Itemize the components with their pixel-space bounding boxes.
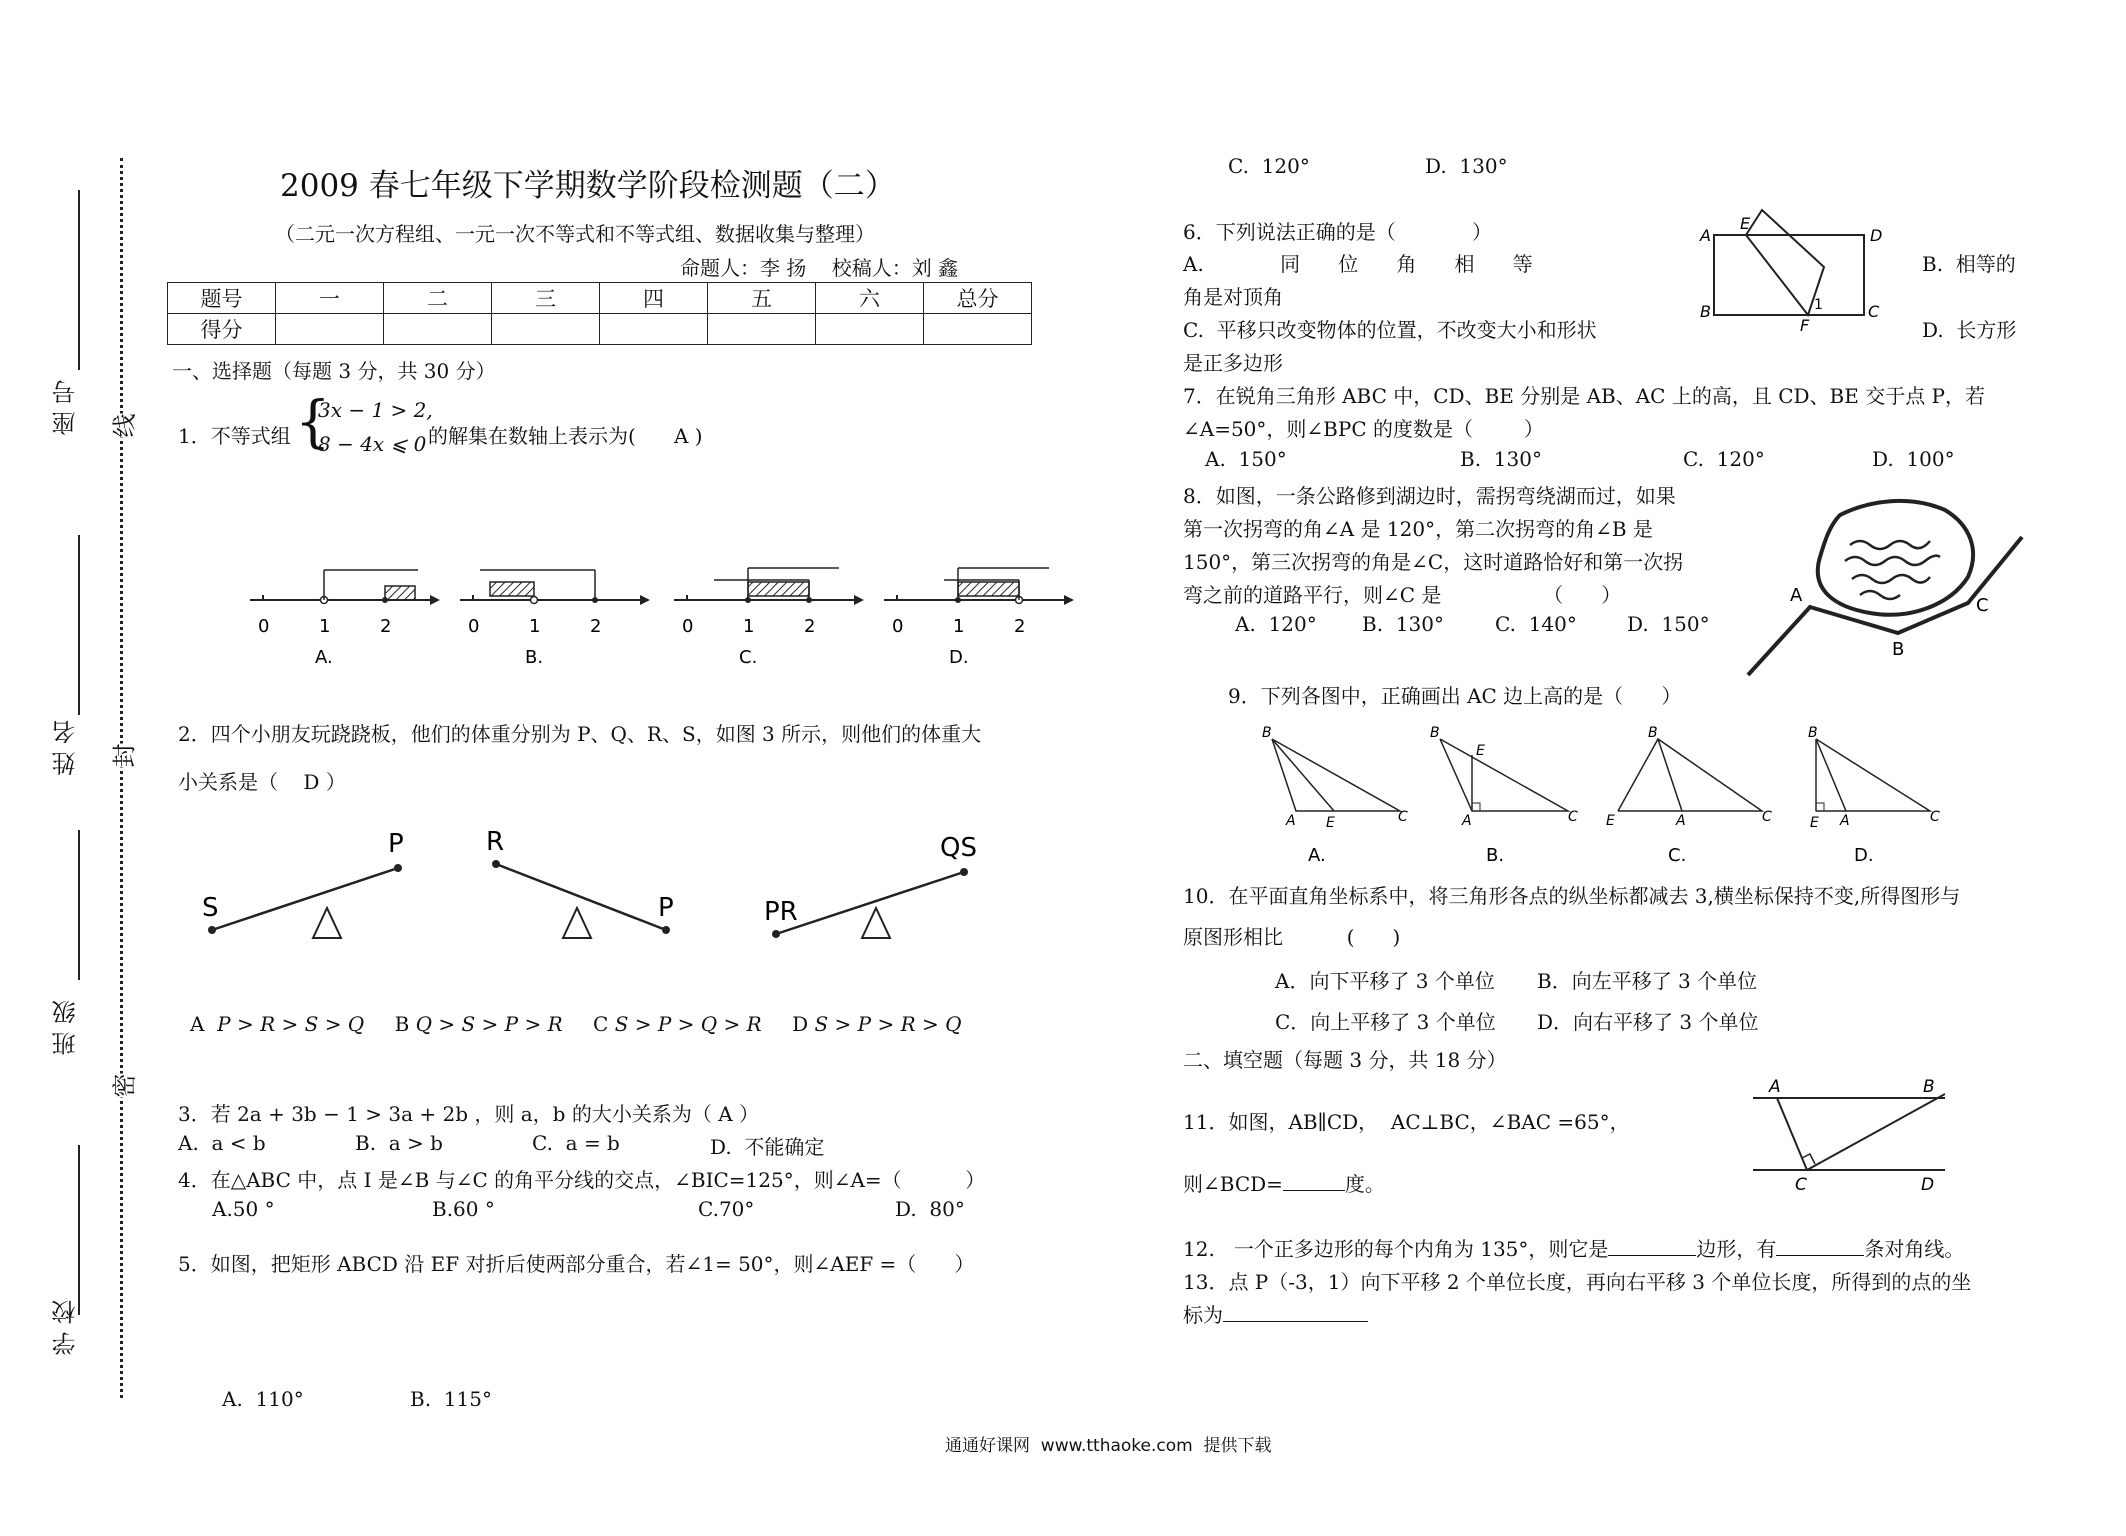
score-cell[interactable] (276, 314, 384, 345)
q6-option-b-cont: 角是对顶角 (1183, 285, 1283, 309)
q2-option-a[interactable] (190, 1012, 364, 1036)
q8-lake-road-figure (1740, 495, 2040, 685)
q10-option-b[interactable]: B．向左平移了 3 个单位 (1537, 969, 1758, 993)
option-label: D. (1854, 845, 1874, 866)
score-header-cell: 总分 (924, 283, 1032, 314)
fig-label: D (1921, 1175, 1935, 1195)
q10-option-d[interactable]: D．向右平移了 3 个单位 (1537, 1010, 1759, 1034)
score-header-cell: 一 (276, 283, 384, 314)
fig-label: A (1700, 226, 1711, 245)
option-expr: S > P > R > Q (814, 1012, 962, 1036)
number-line-tick: 1 (953, 616, 965, 637)
q3-option-b[interactable]: B. a > b (355, 1131, 443, 1155)
score-cell[interactable] (492, 314, 600, 345)
q4-option-c[interactable]: C.70° (698, 1197, 755, 1221)
score-header-cell: 六 (816, 283, 924, 314)
q7-option-a[interactable]: A. 150° (1205, 447, 1287, 471)
seesaw-label: P (658, 893, 674, 923)
q6-option-c[interactable]: C. 平移只改变物体的位置，不改变大小和形状 (1183, 318, 1597, 342)
svg-text:B: B (1262, 725, 1272, 741)
q5-rectangle-fold-figure (1690, 205, 1890, 335)
svg-text:A: A (1286, 813, 1296, 829)
fig-label: C (1976, 595, 1989, 616)
seesaw-label: PR (764, 897, 798, 927)
q6-option-d-cont: 是正多边形 (1183, 351, 1283, 375)
section2-title: 二、填空题（每题 3 分，共 18 分） (1183, 1048, 1507, 1072)
q4-option-d[interactable]: D. 80° (895, 1197, 965, 1221)
q12-prefix: 12. 一个正多边形的每个内角为 135°，则它是 (1183, 1237, 1609, 1261)
fig-label: B (1923, 1078, 1935, 1097)
seesaw-label: R (486, 827, 505, 857)
school-label: 学 校 (52, 1300, 80, 1356)
q5-option-d[interactable]: D. 130° (1425, 154, 1508, 178)
triangle-c (1606, 725, 1772, 866)
option-label: C. (1668, 845, 1687, 866)
seesaw-1 (202, 829, 404, 938)
q12-mid: 边形，有 (1696, 1237, 1777, 1261)
option-letter: C (593, 1012, 609, 1036)
q12-line (1183, 1233, 1964, 1262)
score-cell[interactable] (708, 314, 816, 345)
fig-label: D (1870, 226, 1883, 245)
score-header-cell: 三 (492, 283, 600, 314)
score-cell[interactable] (924, 314, 1032, 345)
q9-triangles-figure (1250, 725, 2000, 875)
q6-option-b[interactable]: B. 相等的 (1922, 252, 2016, 276)
q5-option-a[interactable]: A. 110° (222, 1387, 304, 1411)
number-line-tick: 0 (892, 616, 904, 637)
page-subtitle: （二元一次方程组、一元一次不等式和不等式组、数据收集与整理） (275, 222, 875, 246)
svg-text:B: B (1648, 725, 1658, 741)
q1-brace: { (295, 390, 331, 455)
q4-option-a[interactable]: A.50 ° (212, 1197, 275, 1221)
score-header-cell: 题号 (168, 283, 276, 314)
number-line-label: C. (739, 647, 758, 668)
q2-seesaw-figure (190, 820, 1010, 970)
option-letter: D (792, 1012, 809, 1036)
q8-line3: 150°，第三次拐弯的角是∠C，这时道路恰好和第一次拐 (1183, 550, 1684, 574)
line-char: 线 (105, 414, 140, 438)
option-label: A. (1308, 845, 1326, 866)
svg-text:A: A (1676, 813, 1686, 829)
score-header-cell: 五 (708, 283, 816, 314)
section1-title: 一、选择题（每题 3 分，共 30 分） (172, 359, 496, 383)
number-line-tick: 0 (682, 616, 694, 637)
q8-option-c[interactable]: C. 140° (1495, 612, 1577, 636)
q11-answer-blank[interactable] (1283, 1172, 1345, 1191)
option-label: B. (1486, 845, 1505, 866)
q8-line1: 8．如图，一条公路修到湖边时，需拐弯绕湖而过，如果 (1183, 484, 1676, 508)
q10-line2: 原图形相比 ( ) (1183, 925, 1401, 949)
number-line-tick: 0 (258, 616, 270, 637)
q6-option-d[interactable]: D. 长方形 (1922, 318, 2017, 342)
q7-option-b[interactable]: B. 130° (1460, 447, 1542, 471)
class-line (78, 830, 80, 980)
seesaw-label: S (202, 893, 219, 923)
dotted-cut-line (120, 158, 123, 1398)
name-line (78, 535, 80, 715)
svg-text:C: C (1930, 809, 1940, 825)
q1-number-lines (240, 560, 1080, 680)
q10-option-c[interactable]: C．向上平移了 3 个单位 (1275, 1010, 1496, 1034)
fig-label: A (1790, 585, 1803, 606)
q1-prefix: 1．不等式组 (178, 424, 291, 448)
q7-line2: ∠A=50°，则∠BPC 的度数是（ ） (1183, 417, 1544, 441)
option-letter: B (394, 1012, 410, 1036)
q11-line2 (1183, 1168, 1385, 1197)
number-line-c (674, 568, 864, 668)
q10-line1: 10．在平面直角坐标系中，将三角形各点的纵坐标都减去 3,横坐标保持不变,所得图形与 (1183, 884, 1961, 908)
seesaw-label: P (388, 829, 404, 859)
q8-option-d[interactable]: D. 150° (1627, 612, 1710, 636)
page-title: 2009 春七年级下学期数学阶段检测题（二） (280, 168, 896, 204)
number-line-tick: 2 (1014, 616, 1026, 637)
q8-line2: 第一次拐弯的角∠A 是 120°，第二次拐弯的角∠B 是 (1183, 517, 1653, 541)
svg-text:C: C (1762, 809, 1772, 825)
q1-line1: 3x − 1 > 2, (318, 398, 433, 422)
q3-stem: 3．若 2a + 3b − 1 > 3a + 2b ，则 a，b 的大小关系为（ A ） (178, 1102, 760, 1126)
q2-line1: 2．四个小朋友玩跷跷板，他们的体重分别为 P、Q、R、S，如图 3 所示，则他们的体重大 (178, 722, 982, 746)
score-table (167, 282, 1032, 345)
triangle-b (1430, 725, 1578, 866)
q2-options (190, 1012, 962, 1036)
q7-option-d[interactable]: D. 100° (1872, 447, 1955, 471)
q10-option-a[interactable]: A．向下平移了 3 个单位 (1275, 969, 1495, 993)
q11-line1: 11．如图，AB∥CD， AC⊥BC，∠BAC =65°， (1183, 1110, 1630, 1134)
svg-text:B: B (1808, 725, 1818, 741)
number-line-d (884, 568, 1074, 668)
q11-suffix: 度。 (1344, 1172, 1385, 1196)
fig-label: C (1795, 1175, 1807, 1195)
number-line-label: B. (525, 647, 544, 668)
number-line-tick: 1 (319, 616, 331, 637)
svg-text:A: A (1840, 813, 1850, 829)
q8-option-a[interactable]: A. 120° (1235, 612, 1317, 636)
fig-label: B (1892, 639, 1905, 660)
svg-text:E: E (1326, 815, 1335, 831)
q11-parallel-lines-figure (1745, 1078, 1970, 1198)
q5-option-b[interactable]: B. 115° (410, 1387, 492, 1411)
number-line-tick: 2 (804, 616, 816, 637)
q12-sides-blank[interactable] (1608, 1237, 1696, 1256)
secret-char: 密 (105, 1074, 140, 1098)
school-line (78, 1145, 80, 1315)
q3-option-d[interactable]: D. 不能确定 (710, 1135, 825, 1159)
score-header-cell: 四 (600, 283, 708, 314)
q3-option-a[interactable]: A. a < b (178, 1131, 266, 1155)
score-header-cell: 二 (384, 283, 492, 314)
q9-stem: 9．下列各图中，正确画出 AC 边上高的是（ ） (1228, 684, 1682, 708)
score-cell[interactable] (384, 314, 492, 345)
score-value-row (168, 314, 1032, 345)
svg-text:E: E (1810, 815, 1819, 831)
option-expr: S > P > Q > R (614, 1012, 762, 1036)
seesaw-3 (764, 833, 977, 938)
svg-text:E: E (1476, 743, 1485, 759)
q8-option-b[interactable]: B. 130° (1362, 612, 1444, 636)
q6-stem: 6．下列说法正确的是（ ） (1183, 220, 1493, 244)
number-line-label: D. (949, 647, 969, 668)
seat-line (78, 190, 80, 370)
q5-stem: 5．如图，把矩形 ABCD 沿 EF 对折后使两部分重合，若∠1= 50°，则∠AEF =（ ） (178, 1252, 975, 1276)
q13-answer-blank[interactable] (1223, 1303, 1368, 1322)
number-line-tick: 0 (468, 616, 480, 637)
number-line-tick: 1 (529, 616, 541, 637)
number-line-tick: 1 (743, 616, 755, 637)
seesaw-2 (486, 827, 674, 938)
number-line-b (460, 570, 650, 668)
svg-text:C: C (1568, 809, 1578, 825)
fig-label: F (1800, 316, 1810, 335)
q13-line2 (1183, 1299, 1368, 1328)
q2-option-b[interactable] (395, 1012, 563, 1036)
q1-line2: 8 − 4x ⩽ 0 (318, 432, 427, 456)
fig-label: C (1868, 302, 1880, 321)
triangle-a (1262, 725, 1408, 866)
q2-option-d[interactable] (792, 1012, 961, 1036)
q8-line4: 弯之前的道路平行，则∠C 是 （ ） (1183, 583, 1622, 607)
q2-option-c[interactable] (593, 1012, 762, 1036)
score-cell[interactable] (600, 314, 708, 345)
score-header-row (168, 283, 1032, 314)
svg-text:E: E (1606, 813, 1615, 829)
svg-text:C: C (1398, 809, 1408, 825)
seat-label: 座 号 (52, 380, 80, 436)
fig-label: A (1769, 1078, 1781, 1097)
fig-label: 1 (1814, 297, 1823, 313)
number-line-tick: 2 (380, 616, 392, 637)
option-expr: P > R > S > Q (217, 1012, 365, 1036)
q3-option-c[interactable]: C. a = b (532, 1131, 620, 1155)
option-expr: Q > S > P > R (415, 1012, 563, 1036)
q12-suffix: 条对角线。 (1864, 1237, 1965, 1261)
score-row-label: 得分 (168, 314, 276, 345)
number-line-label: A. (315, 647, 333, 668)
q13-prefix: 标为 (1183, 1303, 1223, 1327)
footer-source: 通通好课网 www.tthaoke.com 提供下载 (945, 1436, 1272, 1456)
svg-text:B: B (1430, 725, 1440, 741)
q4-option-b[interactable]: B.60 ° (432, 1197, 495, 1221)
q2-line2: 小关系是（ D ） (178, 770, 346, 794)
class-label: 班 级 (52, 1000, 80, 1056)
name-label: 姓 名 (52, 720, 80, 776)
q6-option-a[interactable]: A. 同 位 角 相 等 (1183, 252, 1533, 276)
q5-option-c[interactable]: C. 120° (1228, 154, 1310, 178)
q1-suffix: 的解集在数轴上表示为( A ) (428, 424, 703, 448)
q11-prefix: 则∠BCD= (1183, 1172, 1283, 1196)
q12-diagonals-blank[interactable] (1776, 1237, 1864, 1256)
fig-label: E (1740, 214, 1751, 233)
fig-label: B (1700, 302, 1711, 321)
number-line-a (250, 570, 440, 668)
q4-stem: 4．在△ABC 中，点 I 是∠B 与∠C 的角平分线的交点，∠BIC=125°，则∠A=（ ） (178, 1168, 986, 1192)
authors: 命题人：李 扬 校稿人：刘 鑫 (680, 256, 959, 280)
seal-char: 封 (105, 744, 140, 768)
triangle-d (1808, 725, 1940, 866)
score-cell[interactable] (816, 314, 924, 345)
number-line-tick: 2 (590, 616, 602, 637)
q7-line1: 7．在锐角三角形 ABC 中，CD、BE 分别是 AB、AC 上的高，且 CD、BE 交于点 P，若 (1183, 384, 1986, 408)
seesaw-label: QS (940, 833, 977, 863)
option-letter: A (190, 1012, 205, 1036)
svg-text:A: A (1462, 813, 1472, 829)
q13-line1: 13．点 P（-3，1）向下平移 2 个单位长度，再向右平移 3 个单位长度，所得到的点的坐 (1183, 1270, 1972, 1294)
q7-option-c[interactable]: C. 120° (1683, 447, 1765, 471)
